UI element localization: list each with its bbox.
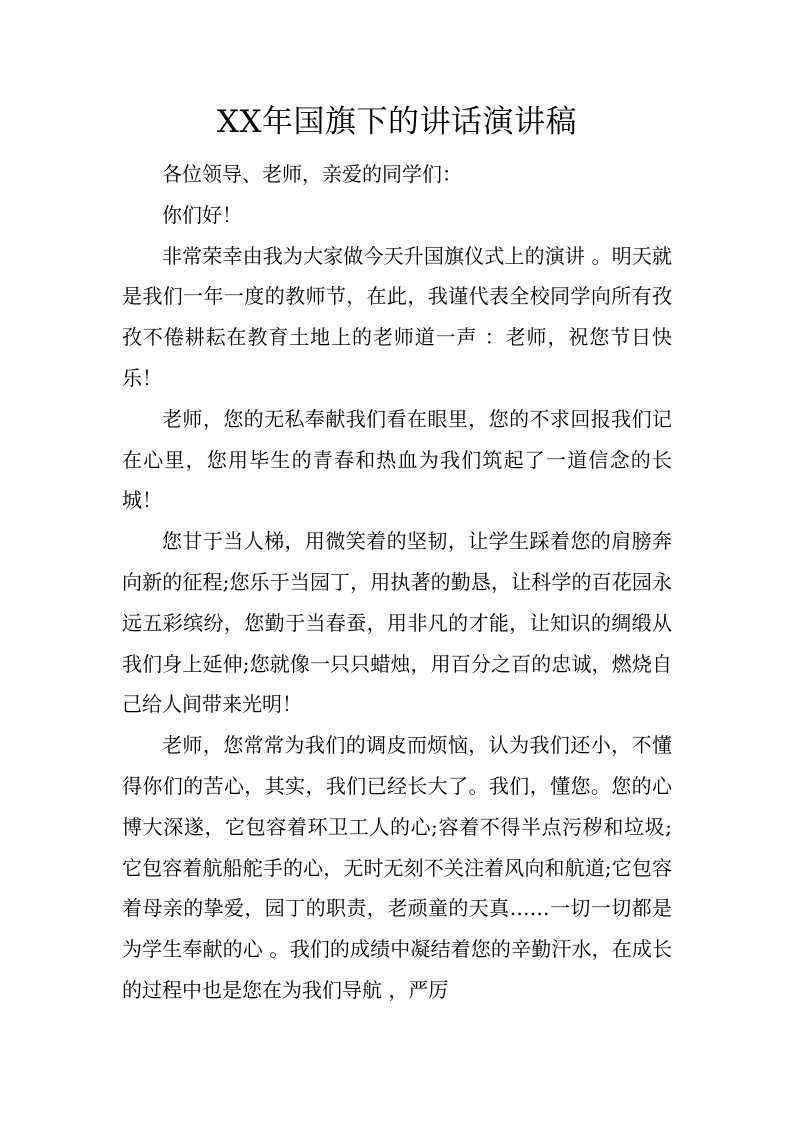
body-paragraph: 非常荣幸由我为大家做今天升国旗仪式上的演讲 。明天就是我们一年一度的教师节，在此，我谨代表全校同学向所有孜孜不倦耕耘在教育土地上的老师道一声 ：老师，祝您节日快乐！	[122, 243, 672, 390]
salutation-paragraph: 各位领导、老师，亲爱的同学们：	[162, 162, 462, 186]
body-paragraph: 老师，您的无私奉献我们看在眼里，您的不求回报我们记在心里，您用毕生的青春和热血为我们筑起了一道信念的长城！	[122, 406, 672, 513]
greeting-paragraph: 你们好！	[162, 202, 242, 227]
document-title: XX年国旗下的讲话演讲稿	[216, 104, 578, 140]
document-body	[122, 154, 672, 1011]
body-paragraph: 您甘于当人梯，用微笑着的坚韧，让学生踩着您的肩膀奔向新的征程;您乐于当园丁，用执著的勤恳，让科学的百花园永远五彩缤纷，您勤于当春蚕，用非凡的才能，让知识的绸缎从我们身上延伸;您就像一只只蜡烛，用百分之百的忠诚，燃烧自己给人间带来光明！	[122, 529, 672, 717]
body-paragraph: 老师，您常常为我们的调皮而烦恼，认为我们还小，不懂得你们的苦心，其实，我们已经长大了。我们，懂您。您的心博大深遂，它包容着环卫工人的心;容着不得半点污秽和垃圾;它包容着航船舵手的心，无时无刻不关注着风向和航道;它包容着母亲的挚爱，园丁的职责，老顽童的天真……一切一切都是为学生奉献的心 。我们的成绩中凝结着您的辛勤汗水，在成长的过程中也是您在为我们导航 ，严厉	[122, 733, 672, 1002]
